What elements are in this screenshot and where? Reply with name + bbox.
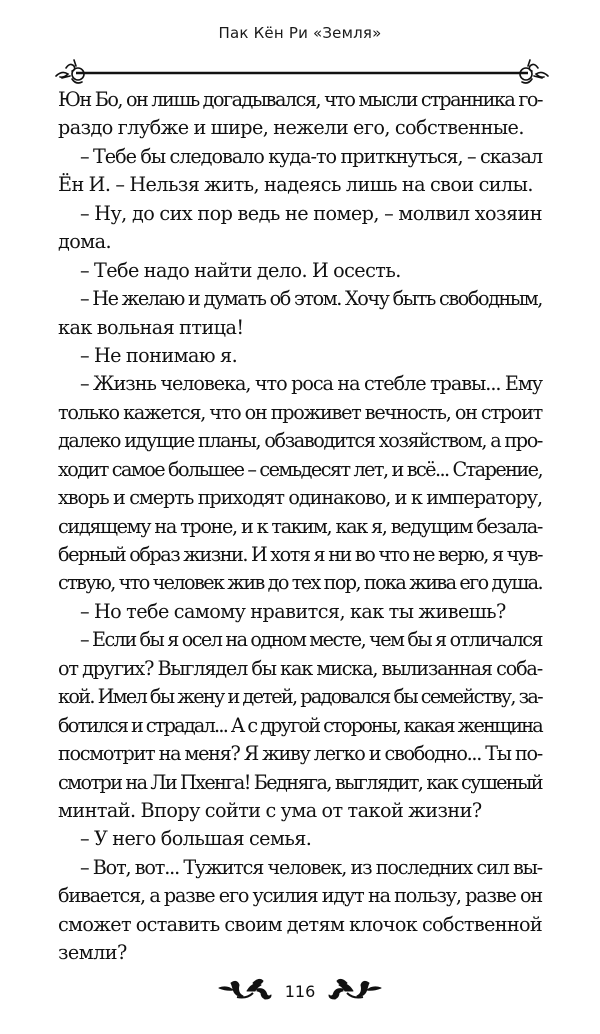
text-line: – Жизнь человека, что роса на стебле травы... Ему xyxy=(80,372,542,396)
text-line: – Не желаю и думать об этом. Хочу быть свободным, xyxy=(80,287,542,311)
text-line: – Если бы я осел на одном месте, чем бы я отличался xyxy=(80,628,542,652)
text-line: ходит самое большее – семьдесят лет, и всё... Старение, xyxy=(58,457,542,481)
text-line: – Вот, вот... Тужится человек, из последних сил вы- xyxy=(80,855,542,879)
text-line: Юн Бо, он лишь догадывался, что мысли странника го- xyxy=(58,88,542,111)
text-line: – Не понимаю я. xyxy=(80,343,238,367)
text-line: – У него большая семья. xyxy=(80,827,312,851)
running-head-title: Пак Кён Ри «Земля» xyxy=(218,24,382,42)
text-line: – Ну, до сих пор ведь не помер, – молвил хозяин xyxy=(80,201,542,225)
text-line: дома. xyxy=(58,230,112,254)
text-line: раздо глубже и шире, нежели его, собственные. xyxy=(58,116,524,140)
text-line: далеко идущие планы, обзаводится хозяйством, а про- xyxy=(58,429,542,453)
floral-ornament-left-icon xyxy=(217,977,273,1006)
text-line: ствую, что человек жив до тех пор, пока жива его душа. xyxy=(58,571,542,595)
page-number: 116 xyxy=(284,981,316,1001)
text-line: сидящему на троне, и к таким, как я, ведущим безала- xyxy=(58,514,542,538)
text-line: как вольная птица! xyxy=(58,315,244,339)
flourish-rule-icon xyxy=(52,58,552,88)
text-line: берный образ жизни. И хотя я ни во что не верю, я чув- xyxy=(58,543,542,566)
page-footer xyxy=(0,976,600,1006)
text-line: – Но тебе самому нравится, как ты живешь? xyxy=(80,599,506,623)
text-line: минтай. Впору сойти с ума от такой жизни? xyxy=(58,798,482,822)
text-line: кой. Имел бы жену и детей, радовался бы семейству, за- xyxy=(58,685,542,709)
text-line: посмотрит на меня? Я живу легко и свободно... Ты по- xyxy=(58,742,542,766)
floral-ornament-right-icon xyxy=(327,977,383,1006)
text-line: – Тебе надо найти дело. И осесть. xyxy=(80,258,401,282)
text-line: хворь и смерть приходят одинаково, и к императору, xyxy=(58,486,542,510)
text-line: от других? Выглядел бы как миска, вылизанная соба- xyxy=(58,656,542,680)
text-line: бивается, а разве его усилия идут на пользу, разве он xyxy=(58,884,542,908)
text-line: сможет оставить своим детям клочок собственной xyxy=(58,912,542,936)
text-line: Ён И. – Нельзя жить, надеясь лишь на свои силы. xyxy=(58,173,533,197)
text-line: ботился и страдал... А с другой стороны, какая женщина xyxy=(58,713,542,737)
text-line: – Тебе бы следовало куда-то приткнуться, – сказал xyxy=(80,144,542,168)
page-body-text xyxy=(58,86,542,968)
text-line: земли? xyxy=(58,941,127,965)
text-line: только кажется, что он проживет вечность, он строит xyxy=(58,400,542,424)
text-line: смотри на Ли Пхенга! Бедняга, выглядит, как сушеный xyxy=(58,770,542,794)
